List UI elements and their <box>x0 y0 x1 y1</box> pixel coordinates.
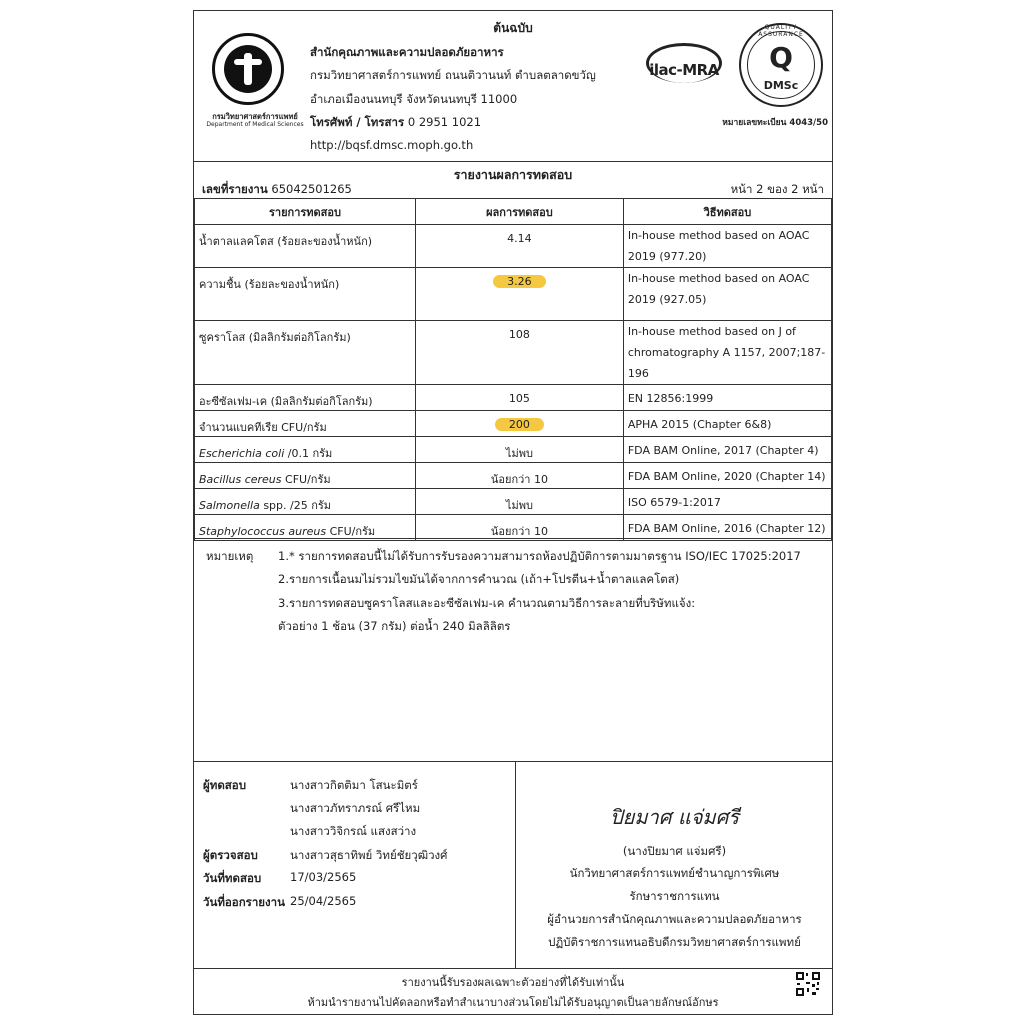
row-item: Escherichia coli /0.1 กรัม <box>195 437 416 463</box>
col-header-method: วิธีทดสอบ <box>623 199 831 225</box>
note-2: 2.รายการเนื้อนมไม่รวมไขมันได้จากการคำนวณ (เถ้า+โปรตีน+น้ำตาลแลคโตส) <box>278 572 680 586</box>
department-name-th: กรมวิทยาศาสตร์การแพทย์ <box>212 112 298 121</box>
row-result: ไม่พบ <box>416 489 624 515</box>
ilac-text: ilac-MRA <box>649 61 719 79</box>
page-indicator: หน้า 2 ของ 2 หน้า <box>730 182 824 196</box>
signer-title: นักวิทยาศาสตร์การแพทย์ชำนาญการพิเศษ <box>569 866 780 880</box>
row-result: 4.14 <box>416 225 624 268</box>
tester-name: นางสาววิจิกรณ์ แสงสว่าง <box>290 824 417 838</box>
row-item: Salmonella spp. /25 กรัม <box>195 489 416 515</box>
row-result: 105 <box>416 385 624 411</box>
note-1: 1.* รายการทดสอบนี้ไม่ได้รับการรับรองความสามารถห้องปฏิบัติการตามมาตรฐาน ISO/IEC 17025:2017 <box>278 549 801 563</box>
website-url: http://bqsf.dmsc.moph.go.th <box>310 138 474 152</box>
registration-number: หมายเลขทะเบียน 4043/50 <box>722 118 828 128</box>
table-row <box>195 437 832 463</box>
test-date-label: วันที่ทดสอบ <box>203 871 262 885</box>
handwritten-signature: ปิยมาศ แจ่มศรี <box>609 805 740 829</box>
checker-label: ผู้ตรวจสอบ <box>203 848 258 862</box>
table-row <box>195 225 832 268</box>
row-method: APHA 2015 (Chapter 6&8) <box>623 411 831 437</box>
address-line-1: กรมวิทยาศาสตร์การแพทย์ ถนนติวานนท์ ตำบลตลาดขวัญ <box>310 68 596 82</box>
report-number-label: เลขที่รายงาน <box>202 182 268 196</box>
table-row <box>195 489 832 515</box>
issue-date: 25/04/2565 <box>290 894 357 908</box>
phone-number: 0 2951 1021 <box>407 115 482 129</box>
highlighted-result: 3.26 <box>493 275 546 288</box>
table-row <box>195 463 832 489</box>
row-item: อะซีซัลเฟม-เค (มิลลิกรัมต่อกิโลกรัม) <box>195 385 416 411</box>
signer-name: (นางปิยมาศ แจ่มศรี) <box>622 844 727 858</box>
address-line-2: อำเภอเมืองนนทบุรี จังหวัดนนทบุรี 11000 <box>310 92 518 106</box>
row-item: น้ำตาลแลคโตส (ร้อยละของน้ำหนัก) <box>195 225 416 268</box>
qa-bottom-text: DMSc <box>763 79 799 92</box>
row-method: FDA BAM Online, 2017 (Chapter 4) <box>623 437 831 463</box>
note-3: 3.รายการทดสอบซูคราโลสและอะซีซัลเฟม-เค คำนวณตามวิธีการละลายที่บริษัทแจ้ง: <box>278 596 696 610</box>
row-item: Bacillus cereus CFU/กรัม <box>195 463 416 489</box>
tester-label: ผู้ทดสอบ <box>203 778 247 792</box>
table-row <box>195 515 832 541</box>
row-method: In-house method based on AOAC 2019 (977.20) <box>623 225 831 268</box>
row-method: In-house method based on AOAC 2019 (927.05) <box>623 268 831 321</box>
row-result: น้อยกว่า 10 <box>416 515 624 541</box>
row-result <box>416 268 624 321</box>
acting-text: รักษาราชการแทน <box>629 889 720 903</box>
ilac-mra-logo-icon <box>642 43 726 89</box>
report-page <box>193 10 833 1015</box>
highlighted-result: 200 <box>495 418 544 431</box>
row-item: Staphylococcus aureus CFU/กรัม <box>195 515 416 541</box>
qa-letter: Q <box>769 41 793 74</box>
tester-name: นางสาวกิตติมา โสนะมิตร์ <box>290 778 418 792</box>
row-result: ไม่พบ <box>416 437 624 463</box>
qr-code-icon <box>795 971 821 997</box>
row-result <box>416 411 624 437</box>
letterhead <box>194 11 832 162</box>
row-item: จำนวนแบคทีเรีย CFU/กรัม <box>195 411 416 437</box>
row-method: ISO 6579-1:2017 <box>623 489 831 515</box>
checker-name: นางสาวสุธาทิพย์ วิทย์ชัยวุฒิวงศ์ <box>290 848 448 862</box>
row-method: EN 12856:1999 <box>623 385 831 411</box>
test-date: 17/03/2565 <box>290 870 357 884</box>
row-method: FDA BAM Online, 2020 (Chapter 14) <box>623 463 831 489</box>
row-result: น้อยกว่า 10 <box>416 463 624 489</box>
quality-assurance-logo-icon <box>739 23 823 107</box>
footer-line-1: รายงานนี้รับรองผลเฉพาะตัวอย่างที่ได้รับเท่านั้น <box>401 976 625 989</box>
report-number <box>202 181 352 199</box>
table-row <box>195 411 832 437</box>
director-line-2: ปฏิบัติราชการแทนอธิบดีกรมวิทยาศาสตร์การแพทย์ <box>548 935 801 949</box>
phone-line <box>310 114 481 132</box>
signoff-section <box>194 761 832 969</box>
director-line-1: ผู้อำนวยการสำนักคุณภาพและความปลอดภัยอาหาร <box>547 912 802 926</box>
row-method: In-house method based on J of chromatography A 1157, 2007;187-196 <box>623 321 831 385</box>
results-table <box>194 198 832 541</box>
footer-line-2: ห้ามนำรายงานไปคัดลอกหรือทำสำเนาบางส่วนโดยไม่ได้รับอนุญาตเป็นลายลักษณ์อักษร <box>307 996 719 1009</box>
table-row <box>195 268 832 321</box>
report-title: รายงานผลการทดสอบ <box>453 167 573 182</box>
row-result: 108 <box>416 321 624 385</box>
row-item: ความชื้น (ร้อยละของน้ำหนัก) <box>195 268 416 321</box>
original-label: ต้นฉบับ <box>493 21 533 35</box>
qa-top-text: QUALITY ASSURANCE <box>758 24 804 38</box>
row-method: FDA BAM Online, 2016 (Chapter 12) <box>623 515 831 541</box>
note-3-detail: ตัวอย่าง 1 ช้อน (37 กรัม) ต่อน้ำ 240 มิลลิลิตร <box>278 619 511 633</box>
notes-label: หมายเหตุ <box>206 549 254 563</box>
table-row <box>195 385 832 411</box>
report-number-value: 65042501265 <box>271 182 352 196</box>
department-name-en: Department of Medical Sciences <box>206 121 304 128</box>
col-header-item: รายการทดสอบ <box>195 199 416 225</box>
org-name: สำนักคุณภาพและความปลอดภัยอาหาร <box>310 45 504 59</box>
table-row <box>195 321 832 385</box>
row-item: ซูคราโลส (มิลลิกรัมต่อกิโลกรัม) <box>195 321 416 385</box>
notes-section <box>194 538 832 762</box>
ministry-seal-icon <box>212 33 284 105</box>
issue-date-label: วันที่ออกรายงาน <box>203 895 285 909</box>
table-header-row <box>195 199 832 225</box>
phone-label: โทรศัพท์ / โทรสาร <box>310 115 405 129</box>
tester-name: นางสาวภัทราภรณ์ ศรีไหม <box>290 801 421 815</box>
col-header-result: ผลการทดสอบ <box>416 199 624 225</box>
